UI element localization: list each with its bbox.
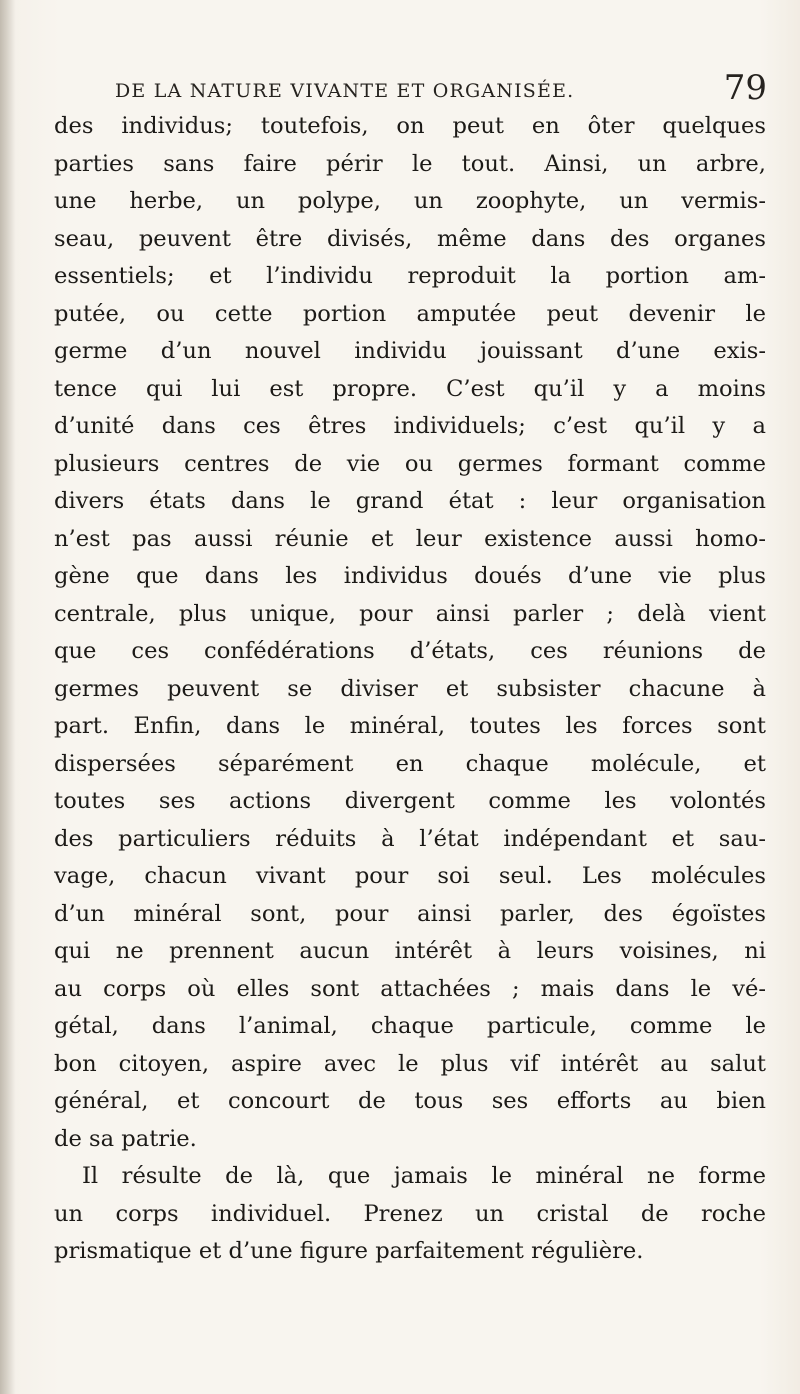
text-line: plusieurs centres de vie ou germes formant comme	[54, 450, 766, 477]
running-title: DE LA NATURE VIVANTE ET ORGANISÉE.	[115, 80, 575, 102]
text-line: germe d’un nouvel individu jouissant d’une exis-	[54, 338, 766, 364]
text-line: putée, ou cette portion amputée peut devenir le	[54, 300, 766, 327]
text-line: général, et concourt de tous ses efforts au bien	[54, 1088, 766, 1114]
text-line: gène que dans les individus doués d’une vie plus	[54, 563, 766, 589]
text-line: toutes ses actions divergent comme les volontés	[54, 788, 766, 814]
page-number: 79	[723, 68, 767, 108]
text-line: parties sans faire périr le tout. Ainsi, un arbre,	[54, 150, 766, 177]
page-gutter-shadow	[0, 0, 16, 1394]
text-line: essentiels; et l’individu reproduit la portion am-	[54, 263, 766, 289]
text-line: des particuliers réduits à l’état indépendant et sau-	[54, 825, 766, 852]
text-line: tence qui lui est propre. C’est qu’il y a moins	[54, 375, 766, 402]
text-line: un corps individuel. Prenez un cristal de roche	[54, 1200, 766, 1227]
text-line: n’est pas aussi réunie et leur existence aussi homo-	[54, 525, 766, 552]
text-line: que ces confédérations d’états, ces réunions de	[54, 638, 766, 664]
text-line: dispersées séparément en chaque molécule, et	[54, 750, 766, 777]
text-line: de sa patrie.	[54, 1125, 197, 1152]
text-line: des individus; toutefois, on peut en ôter quelques	[54, 113, 766, 139]
text-line: germes peuvent se diviser et subsister chacune à	[54, 675, 766, 702]
text-line: prismatique et d’une figure parfaitement régulière.	[54, 1238, 644, 1264]
text-line: bon citoyen, aspire avec le plus vif intérêt au salut	[54, 1050, 766, 1077]
body-text	[54, 108, 766, 1271]
text-line: qui ne prennent aucun intérêt à leurs voisines, ni	[54, 938, 766, 964]
text-line: au corps où elles sont attachées ; mais dans le vé-	[54, 975, 766, 1002]
text-line: vage, chacun vivant pour soi seul. Les molécules	[54, 863, 766, 889]
text-line: seau, peuvent être divisés, même dans des organes	[54, 225, 766, 252]
text-line: d’unité dans ces êtres individuels; c’est qu’il y a	[54, 413, 766, 439]
text-line: Il résulte de là, que jamais le minéral ne forme	[82, 1163, 766, 1189]
text-line: gétal, dans l’animal, chaque particule, comme le	[54, 1013, 766, 1039]
text-line: centrale, plus unique, pour ainsi parler ; delà vient	[54, 600, 766, 627]
text-line: une herbe, un polype, un zoophyte, un vermis-	[54, 188, 766, 214]
text-line: part. Enfin, dans le minéral, toutes les forces sont	[54, 713, 766, 739]
text-line: divers états dans le grand état : leur organisation	[54, 488, 766, 514]
text-line: d’un minéral sont, pour ainsi parler, des égoïstes	[54, 900, 766, 927]
